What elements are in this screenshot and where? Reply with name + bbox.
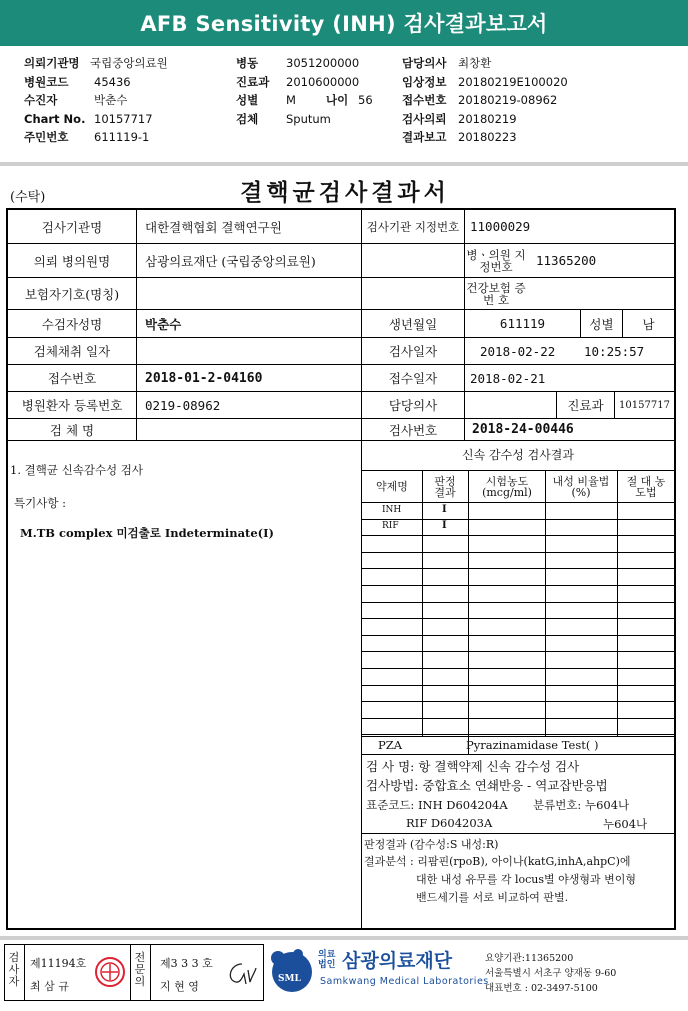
drug-interp: I — [442, 520, 447, 531]
interp-line-2: 결과분석 : 리팜핀(rpoB), 아이나(katG,inhA,ahpC)에 — [364, 855, 631, 868]
col-ratio: 내성 비율법(%) — [552, 474, 610, 499]
table-row-line — [361, 602, 676, 603]
org-address: 서울특별시 서초구 양재동 9-60 — [485, 968, 617, 979]
org-code: 요양기관:11365200 — [485, 953, 574, 964]
sex-value: 남 — [642, 316, 655, 332]
specialist-label: 전문의 — [134, 951, 146, 988]
examiner-label: 검사자 — [8, 951, 20, 988]
test-date-label: 검사일자 — [388, 344, 438, 359]
lab-code-value: 11000029 — [470, 219, 531, 234]
hdr-label: 담당의사 — [402, 56, 447, 70]
hdr-label: 진료과 — [236, 74, 270, 89]
org-english: Samkwang Medical Laboratories — [320, 976, 489, 987]
test-no-value: 2018-24-00446 — [472, 422, 574, 437]
table-row-line — [361, 552, 676, 553]
hdr-value: 2010600000 — [286, 74, 360, 89]
hosp-code-label: 병ㆍ의원 지정번호 — [466, 247, 526, 274]
patient-value: 박춘수 — [145, 316, 182, 332]
header-col1 — [24, 54, 168, 147]
receipt-no-label: 접수번호 — [47, 371, 97, 386]
col-conc: 시험농도 (mcg/ml) — [482, 474, 532, 499]
hdr-label: 성별 — [236, 93, 259, 108]
header-divider — [0, 162, 688, 166]
test-no-label: 검사번호 — [388, 422, 438, 438]
examiner-seal-icon — [94, 956, 126, 988]
note-text: M.TB complex 미검출로 Indeterminate(I) — [20, 526, 274, 540]
hdr-label: Chart No. — [24, 111, 86, 126]
doc-suffix: (수탁) — [10, 190, 46, 205]
hdr-label: 나이 — [326, 93, 349, 108]
lab-code-label: 검사기관 지정번호 — [366, 219, 460, 234]
receipt-date-value: 2018-02-21 — [470, 370, 546, 386]
col-abs: 절 대 농도법 — [626, 474, 666, 499]
test-date-value: 2018-02-22 — [480, 343, 556, 359]
dept-label: 진료과 — [567, 398, 604, 413]
method-class-1: 분류번호: 누604나 — [533, 798, 630, 812]
interp-line-3: 대한 내성 유무를 각 locus별 야생형과 변이형 — [416, 873, 637, 886]
req-hosp-value: 삼광의료재단 (국립중앙의료원) — [145, 253, 316, 269]
collect-date-label: 검체채취 일자 — [33, 344, 111, 359]
table-row-line — [361, 718, 676, 719]
lab-org-value: 대한결핵협회 결핵연구원 — [145, 219, 282, 235]
test-time-value: 10:25:57 — [584, 343, 645, 359]
hdr-label: 병원코드 — [24, 74, 69, 89]
table-row-line — [361, 618, 676, 619]
hdr-label: 접수번호 — [402, 93, 447, 108]
pza-label: PZA — [378, 738, 403, 752]
hdr-label: 임상정보 — [402, 74, 447, 89]
hdr-label: 검사의뢰 — [402, 111, 447, 126]
table-row-line — [361, 585, 676, 586]
dept-value: 10157717 — [619, 399, 670, 411]
specimen-label: 검 체 명 — [49, 422, 95, 438]
examiner-no: 제11194호 — [30, 957, 87, 970]
org-phone: 대표번호 : 02-3497-5100 — [485, 983, 598, 994]
table-row-line — [361, 568, 676, 569]
hdr-label: 병동 — [236, 56, 259, 70]
drug-interp: I — [442, 504, 447, 515]
table-row-line — [361, 668, 676, 669]
org-prefix: 의료법인 — [318, 950, 336, 970]
sml-logo-icon — [268, 946, 314, 994]
receipt-date-label: 접수일자 — [388, 371, 438, 386]
hdr-value: 10157717 — [94, 111, 153, 126]
reg-no-value: 0219-08962 — [145, 397, 221, 413]
header-col2 — [236, 54, 373, 128]
drug-name: INH — [382, 505, 402, 515]
table-row-line — [361, 519, 676, 520]
hdr-label: 검체 — [236, 111, 259, 126]
method-test-name: 검 사 명: 항 결핵약제 신속 감수성 검사 — [366, 759, 580, 774]
examiner-name: 최 삼 규 — [30, 980, 69, 993]
hdr-value: 611119-1 — [94, 130, 150, 145]
hdr-label: 주민번호 — [24, 130, 69, 145]
doc-title: 결핵균검사결과서 — [240, 179, 450, 206]
pza-value: Pyrazinamidase Test( ) — [466, 738, 599, 752]
notes-label: 특기사항 : — [14, 496, 66, 510]
hdr-value: M — [286, 93, 296, 108]
sex-label: 성별 — [589, 316, 614, 332]
hdr-value: 56 — [358, 93, 373, 108]
specialist-name: 지 현 영 — [160, 980, 199, 993]
hdr-value: 최창환 — [458, 56, 492, 70]
hdr-value: 국립중앙의료원 — [90, 56, 168, 70]
result-table-title: 신속 감수성 검사결과 — [462, 448, 574, 462]
interp-line-4: 밴드세기를 서로 비교하여 판별. — [416, 891, 569, 904]
dob-value: 611119 — [499, 316, 546, 331]
hdr-label: 의뢰기관명 — [24, 56, 80, 70]
header-col3 — [402, 54, 568, 147]
hdr-value: 45436 — [94, 74, 131, 89]
dob-label: 생년월일 — [388, 316, 438, 332]
col-drug: 약제명 — [376, 480, 408, 493]
signature-icon — [222, 958, 258, 988]
hdr-value: 3051200000 — [286, 56, 360, 70]
test-item: 1. 결핵균 신속감수성 검사 — [10, 463, 144, 477]
patient-label: 수검자성명 — [41, 316, 103, 332]
method-class-2: 누604나 — [603, 817, 648, 831]
report-title: AFB Sensitivity (INH) 검사결과보고서 — [0, 0, 688, 46]
method-rif-code: RIF D604203A — [406, 816, 493, 830]
hdr-value: 20180219-08962 — [458, 93, 558, 108]
hdr-value: 20180223 — [458, 130, 517, 145]
lab-org-label: 검사기관명 — [41, 219, 103, 235]
hdr-value: Sputum — [286, 111, 331, 126]
hdr-label: 결과보고 — [402, 130, 447, 145]
drug-name: RIF — [382, 521, 399, 531]
table-row-line — [361, 701, 676, 702]
footer-divider — [0, 936, 688, 940]
org-logo-text: SML — [278, 974, 301, 984]
col-interp: 판정 결과 — [434, 474, 456, 499]
table-row-line — [361, 685, 676, 686]
specialist-no: 제3 3 3 호 — [160, 957, 213, 970]
doctor-label: 담당의사 — [388, 398, 438, 413]
table-row-line — [361, 734, 676, 735]
receipt-no-value: 2018-01-2-04160 — [145, 370, 263, 386]
table-row-line — [361, 535, 676, 536]
hosp-code-value: 11365200 — [536, 253, 597, 268]
hdr-value: 박춘수 — [94, 93, 128, 108]
interp-line-1: 판정결과 (감수성:S 내성:R) — [364, 838, 499, 851]
insurance-label: 보험자기호(명칭) — [24, 286, 120, 302]
hdr-label: 수진자 — [24, 93, 58, 108]
hdr-value: 20180219 — [458, 111, 517, 126]
table-row-line — [361, 651, 676, 652]
org-name: 삼광의료재단 — [342, 950, 453, 972]
table-row-line — [361, 635, 676, 636]
method-std-code: 표준코드: INH D604204A — [366, 798, 508, 812]
req-hosp-label: 의뢰 병의원명 — [33, 253, 111, 269]
method-method: 검사방법: 중합효소 연쇄반응 - 역교잡반응법 — [366, 778, 608, 793]
hdr-value: 20180219E100020 — [458, 74, 568, 89]
health-ins-label: 건강보험 증 번 호 — [466, 280, 526, 307]
reg-no-label: 병원환자 등록번호 — [21, 398, 123, 413]
